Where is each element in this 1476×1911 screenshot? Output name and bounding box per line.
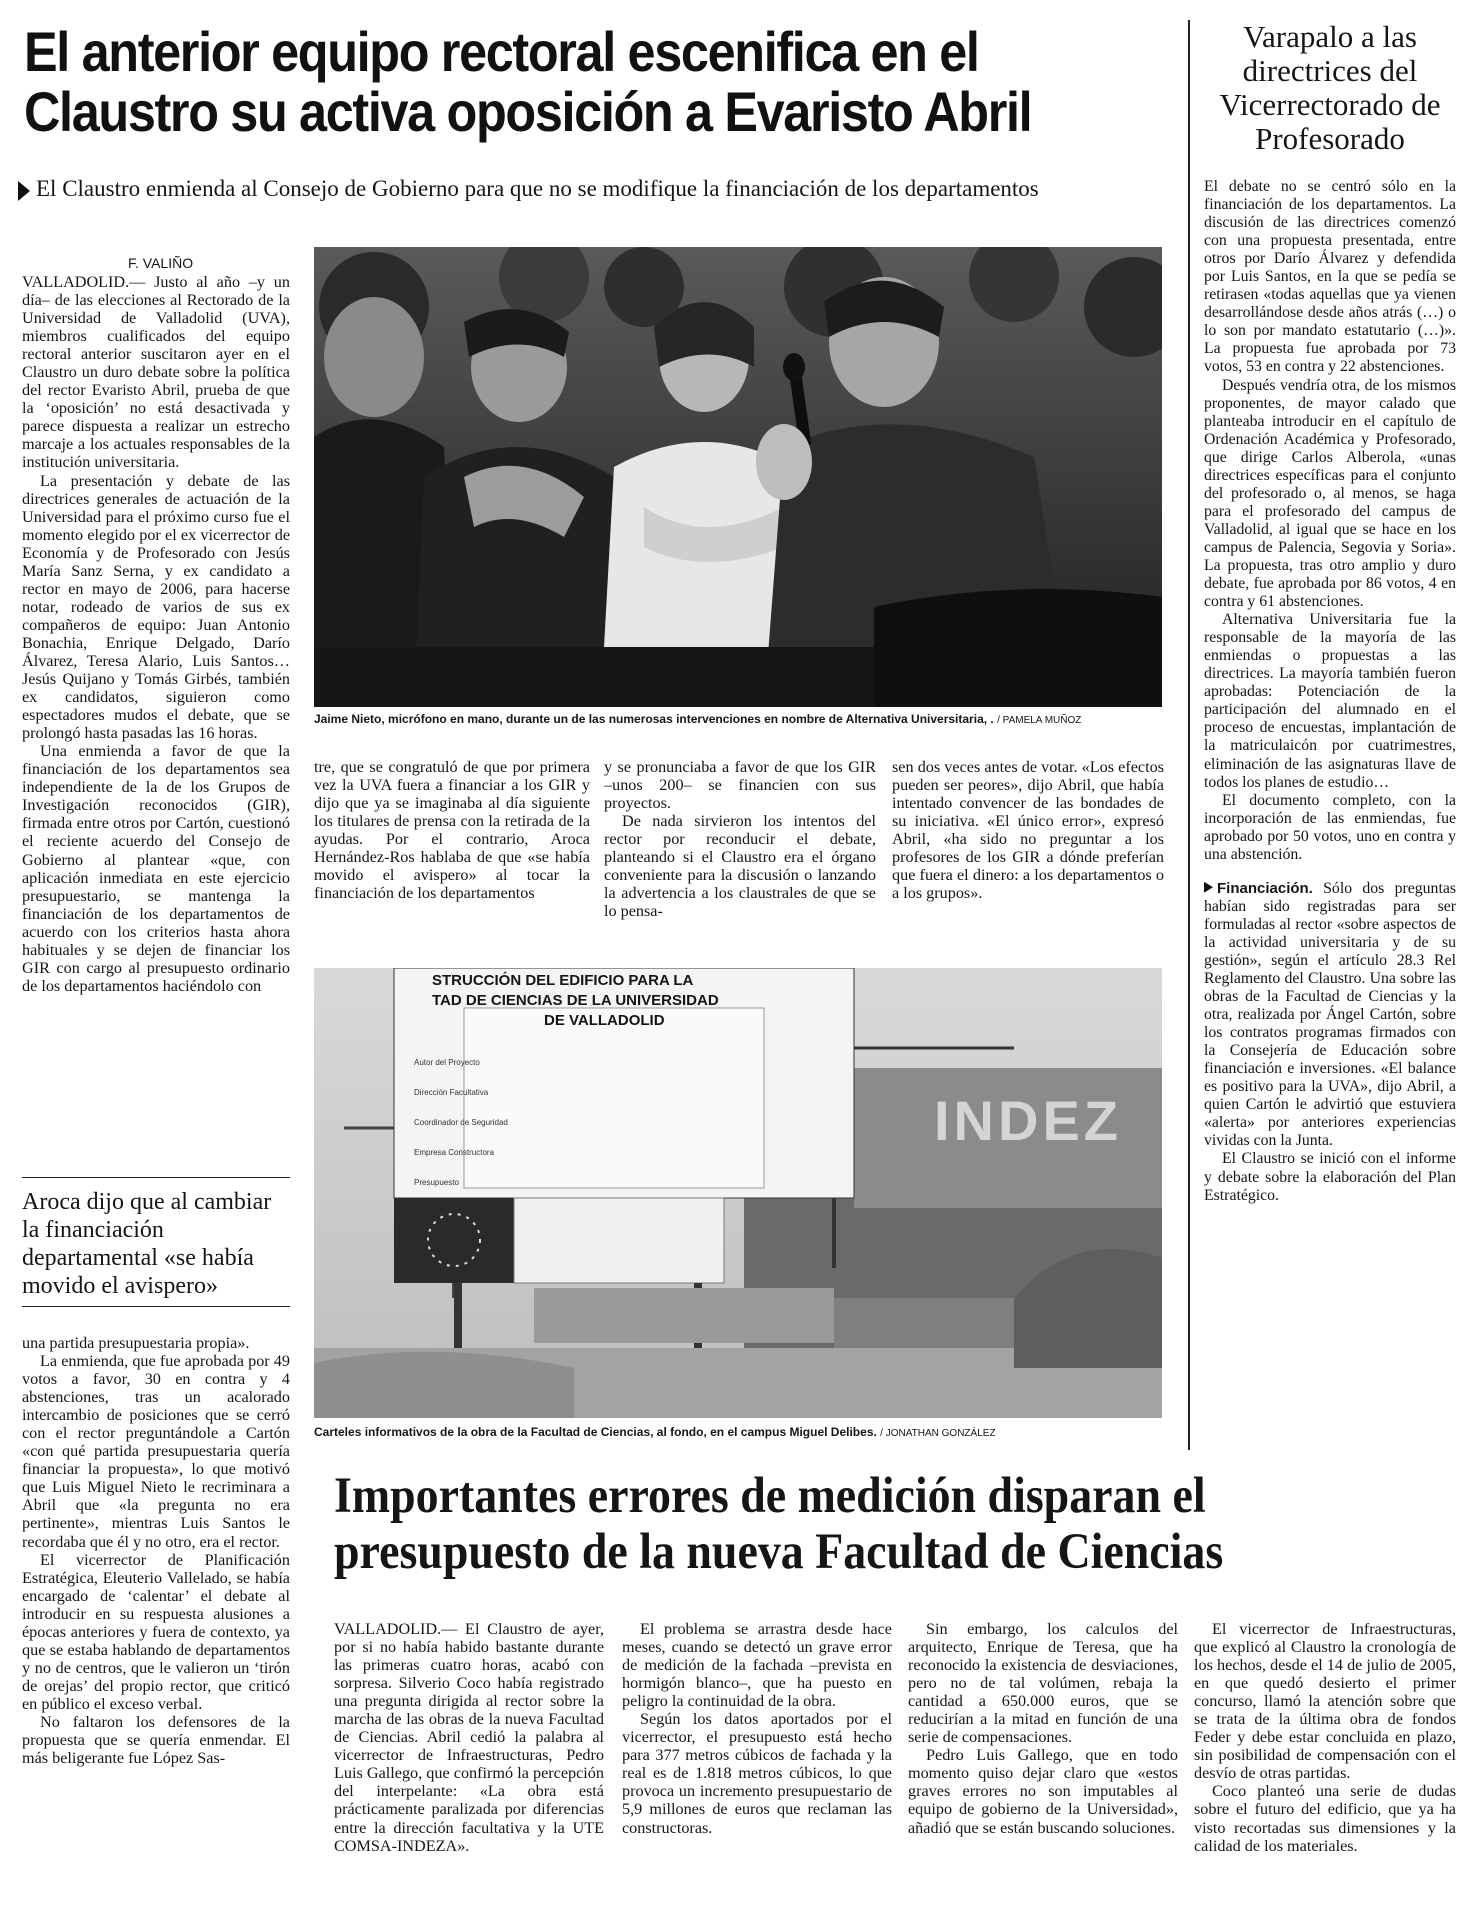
paragraph: VALLADOLID.— El Claustro de ayer, por si no había habido bastante durante las primeras cuatro horas, acabó con sorpresa. Silverio Coco había registrado una pregunta dirigida al rector sobre la marcha de las obras de la nueva Facultad de Ciencias. Abril cedió la palabra al vicerrector de Infraestructuras, Pedro Luis Gallego, que confirmó la percepción del interpelante: «La obra está prácticamente paralizada por diferencias entre la dirección facultativa y la UTE COMSA-INDEZA». <box>334 1620 604 1855</box>
paragraph: El debate no se centró sólo en la financiación de los departamentos. La discusión de las directrices comenzó con una propuesta presentada, entre otros por Darío Álvarez y defendida por Luis Santos, en la que se pedía se retirasen «todas aquellas que ya vienen desarrollándose desde años atrás (…) o lo son por mandato estatutario (…)». La propuesta fue aprobada por 73 votos, 53 en contra y 22 abstenciones. <box>1204 178 1456 376</box>
paragraph: tre, que se congratuló de que por primera vez la UVA fuera a financiar a los GIR y dijo que ya se imaginaba al día siguiente los titulares de prensa con la retirada de la ayudas. Por el contrario, Aroca Hernández-Ros hablaba de que «se había movido el avispero» al tocar la financiación de los departamentos <box>314 758 590 903</box>
main-dek: El Claustro enmienda al Consejo de Gobierno para que no se modifique la financiación de los departamentos <box>36 176 1039 201</box>
second-col2 <box>622 1620 892 1837</box>
sign-row: Empresa Constructora <box>414 1148 495 1157</box>
building-sign: INDEZ <box>934 1089 1122 1152</box>
main-headline <box>24 22 1031 142</box>
second-headline-line2: presupuesto de la nueva Facultad de Ciencias <box>334 1524 1224 1580</box>
paragraph: La presentación y debate de las directrices generales de actuación de la Universidad para el próximo curso fue el momento elegido por el ex vicerrector de Economía y de Profesorado con Jesús María Sanz Serna, y ex candidato a rector en mayo de 2006, para hacerse notar, rodeado de varios de sus ex compañeros de equipo: Juan Antonio Bonachia, Enrique Delgado, Darío Álvarez, Teresa Alario, Luis Santos… Jesús Quijano y Tomás Girbés, también ex candidatos, siguieron como espectadores mudos el debate, que se prolongó hasta pasadas las 16 horas. <box>22 471 290 743</box>
sign-row: Dirección Facultativa <box>414 1088 489 1097</box>
photo-claustro <box>314 247 1162 707</box>
pullquote-top-rule <box>22 1177 290 1178</box>
pullquote: Aroca dijo que al cambiar la financiación departamental «se había movido el avispero» <box>22 1189 272 1299</box>
paragraph: una partida presupuestaria propia». <box>22 1334 250 1352</box>
photo-credit: / PAMELA MUÑOZ <box>997 715 1082 726</box>
sign-title-line2: TAD DE CIENCIAS DE LA UNIVERSIDAD <box>432 992 719 1009</box>
second-headline-line1: Importantes errores de medición disparan el <box>334 1468 1206 1524</box>
paragraph: Una enmienda a favor de que la financiación de los departamentos sea independiente de la de los Grupos de Investigación reconocidos (GIR), firmada entre otros por Cartón, cuestionó el reciente acuerdo del Consejo de Gobierno al plantear «que, con aplicación inmediata en este ejercicio presupuestario, se mantenga la financiación de los departamentos de acuerdo con los criterios hasta ahora habituales y se dejen de financiar los GIR con cargo al presupuesto ordinario de los departamentos haciéndolo con <box>22 742 290 995</box>
main-col1-continued <box>22 1334 290 1767</box>
paragraph: Después vendría otra, de los mismos proponentes, de mayor calado que planteaba introducir en el capítulo de Ordenación Académica y Profesorado, que dirige Carlos Alberola, «unas directrices específicas para el conjunto del profesorado o, al menos, se haga para el profesorado del campus de Valladolid, al igual que se hace en los campus de Palencia, Segovia y Soria». La propuesta, tras otro amplio y duro debate, fue aprobada por 86 votos, 4 en contra y 61 abstenciones. <box>1204 376 1456 611</box>
sidebar-title: Varapalo a las directrices del Vicerrectorado de Profesorado <box>1219 19 1441 156</box>
photo-obra-caption <box>314 1425 996 1439</box>
paragraph: No faltaron los defensores de la propuesta que se quería enmendar. El más beligerante fue López Sas- <box>22 1712 290 1768</box>
photo-credit: / JONATHAN GONZÁLEZ <box>880 1428 996 1439</box>
column-rule <box>1188 20 1190 1450</box>
caption-text: Jaime Nieto, micrófono en mano, durante un de las numerosas intervenciones en nombre de Alternativa Universitaria, . <box>314 712 994 726</box>
section-text: Sólo dos preguntas habían sido registradas para ser formuladas al rector «sobre aspectos de la actividad universitaria y de su gestión», según el artículo 28.3 Rel Reglamento del Claustro. Una sobre las obras de la Facultad de Ciencias y la otra, realizada por Ángel Cartón, sobre los contratos programas firmados con la Consejería de Educación sobre financiación e inversiones. «El balance es positivo para la UVA», dijo Abril, a quien Cartón le advirtió que estuviera «alerta» por anteriores experiencias vividas con la Junta. <box>1204 879 1457 1150</box>
second-headline <box>334 1468 1223 1580</box>
second-col4 <box>1194 1620 1456 1855</box>
section-label: Financiación. <box>1217 879 1313 897</box>
sign-row: Autor del Proyecto <box>414 1058 480 1067</box>
sign-title-line3: DE VALLADOLID <box>544 1012 665 1029</box>
photo-obra <box>314 968 1162 1418</box>
paragraph: Sin embargo, los calculos del arquitecto, Enrique de Teresa, que ha reconocido la existencia de desviaciones, pero no de tal volúmen, rebaja la cantidad a 650.000 euros, que se reducirían a la mitad en función de una serie de compensaciones. <box>908 1620 1178 1747</box>
paragraph <box>1204 880 1456 1151</box>
paragraph: El problema se arrastra desde hace meses, cuando se detectó un grave error de medición de la fachada –prevista en hormigón blanco–, que ha puesto en peligro la continuidad de la obra. <box>622 1620 892 1711</box>
paragraph: Según los datos aportados por el vicerrector, el presupuesto está hecho para 377 metros cúbicos de fachada y la real es de 1.818 metros cúbicos, lo que provoca un incremento presupuestario de 5,9 millones de euros que reclaman las constructoras. <box>622 1710 892 1837</box>
paragraph: Coco planteó una serie de dudas sobre el futuro del edificio, que ya ha visto recortadas sus dimensiones y la calidad de los materiales. <box>1194 1782 1456 1855</box>
photo-claustro-caption <box>314 712 1081 726</box>
second-col3 <box>908 1620 1178 1837</box>
sign-row: Presupuesto <box>414 1178 459 1187</box>
section-arrow-icon <box>1204 882 1213 893</box>
paragraph: sen dos veces antes de votar. «Los efectos pueden ser peores», dijo Abril, que había intentado convencer de las bondades de su iniciativa. «El único error», expresó Abril, «ha sido no preguntar a los profesores de los GIR a dónde preferían que fuera el dinero: a los departamentos o a los grupos». <box>892 758 1164 903</box>
paragraph: Alternativa Universitaria fue la responsable de la mayoría de las enmiendas o propuestas a las directrices. La mayoría también fueron aprobadas: Potenciación de la participación del alumnado en el proceso de encuestas, implantación de la matriculaicón por cuatrimestres, eliminación de las asignaturas llave de todos los planes de estudio… <box>1204 611 1456 791</box>
photo-claustro-image <box>314 247 1162 707</box>
paragraph: Pedro Luis Gallego, que en todo momento quiso dejar claro que «estos graves errores no son imputables al equipo de gobierno de la Universidad», añadió que se están buscando soluciones. <box>908 1746 1178 1837</box>
main-col3 <box>604 758 876 920</box>
paragraph: El vicerrector de Infraestructuras, que explicó al Claustro la cronología de los hechos, desde el 14 de julio de 2005, en que quedó desierto el primer concurso, llamó la atención sobre que se trata de la última obra de fondos Feder y debe estar concluida en plazo, sin posibilidad de compensación con el desvío de otras partidas. <box>1194 1620 1456 1783</box>
caption-text: Carteles informativos de la obra de la Facultad de Ciencias, al fondo, en el campus Miguel Delibes. <box>314 1425 877 1439</box>
byline: F. VALIÑO <box>128 255 194 271</box>
sign-rows <box>414 1048 508 1198</box>
main-headline-line2: Claustro su activa oposición a Evaristo Abril <box>24 80 1032 143</box>
sign-title-line1: STRUCCIÓN DEL EDIFICIO PARA LA <box>432 972 694 989</box>
pullquote-bottom-rule <box>22 1306 290 1307</box>
second-col1 <box>334 1620 604 1855</box>
paragraph: El documento completo, con la incorporación de las enmiendas, fue aprobado por 50 votos, uno en contra y una abstención. <box>1204 791 1456 863</box>
paragraph: De nada sirvieron los intentos del rector por reconducir el debate, planteando si el Claustro era el órgano conveniente para la discusión o lanzando la advertencia a los claustrales de que se lo pensa- <box>604 812 876 921</box>
sidebar <box>1204 20 1456 1205</box>
paragraph: VALLADOLID.— Justo al año –y un día– de las elecciones al Rectorado de la Universidad de Valladolid (UVA), miembros cualificados del equipo rectoral anterior suscitaron ayer en el Claustro un duro debate sobre la política del rector Evaristo Abril, prueba de que la ‘oposición’ no está desactivada y parece dispuesta a realizar un estrecho marcaje a los actuales responsables de la institución universitaria. <box>22 273 290 472</box>
main-col4 <box>892 758 1164 902</box>
paragraph: El Claustro se inició con el informe y debate sobre la elaboración del Plan Estratégico. <box>1204 1150 1456 1204</box>
sign-row: Coordinador de Seguridad <box>414 1118 508 1127</box>
paragraph: La enmienda, que fue aprobada por 49 votos a favor, 30 en contra y 4 abstenciones, tras un acalorado intercambio de posiciones que se cerró con el rector preguntándole a Cartón «con qué partida presupuestaria quería financiar la propuesta», lo que motivó que Luis Miguel Nieto le recriminara a Abril que «la pregunta no era pertinente», mientras Luis Santos le recordaba que él y no otro, era el rector. <box>22 1352 290 1551</box>
main-col2 <box>314 758 590 902</box>
main-headline-line1: El anterior equipo rectoral escenifica en el <box>24 20 979 83</box>
main-col1 <box>22 273 290 995</box>
paragraph: El vicerrector de Planificación Estratégica, Eleuterio Vallelado, se había encargado de ‘calentar’ el debate al introducir en su respuesta alusiones a épocas anteriores y fuera de contexto, ya que se estaba hablando de departamentos y no de centros, que le valieron un ‘tirón de orejas’ del propio rector, que criticó en público el exceso verbal. <box>22 1550 290 1713</box>
sidebar-body <box>1204 178 1456 1205</box>
dek-arrow-icon <box>18 181 30 201</box>
paragraph: y se pronunciaba a favor de que los GIR –unos 200– se financien con sus proyectos. <box>604 758 876 813</box>
